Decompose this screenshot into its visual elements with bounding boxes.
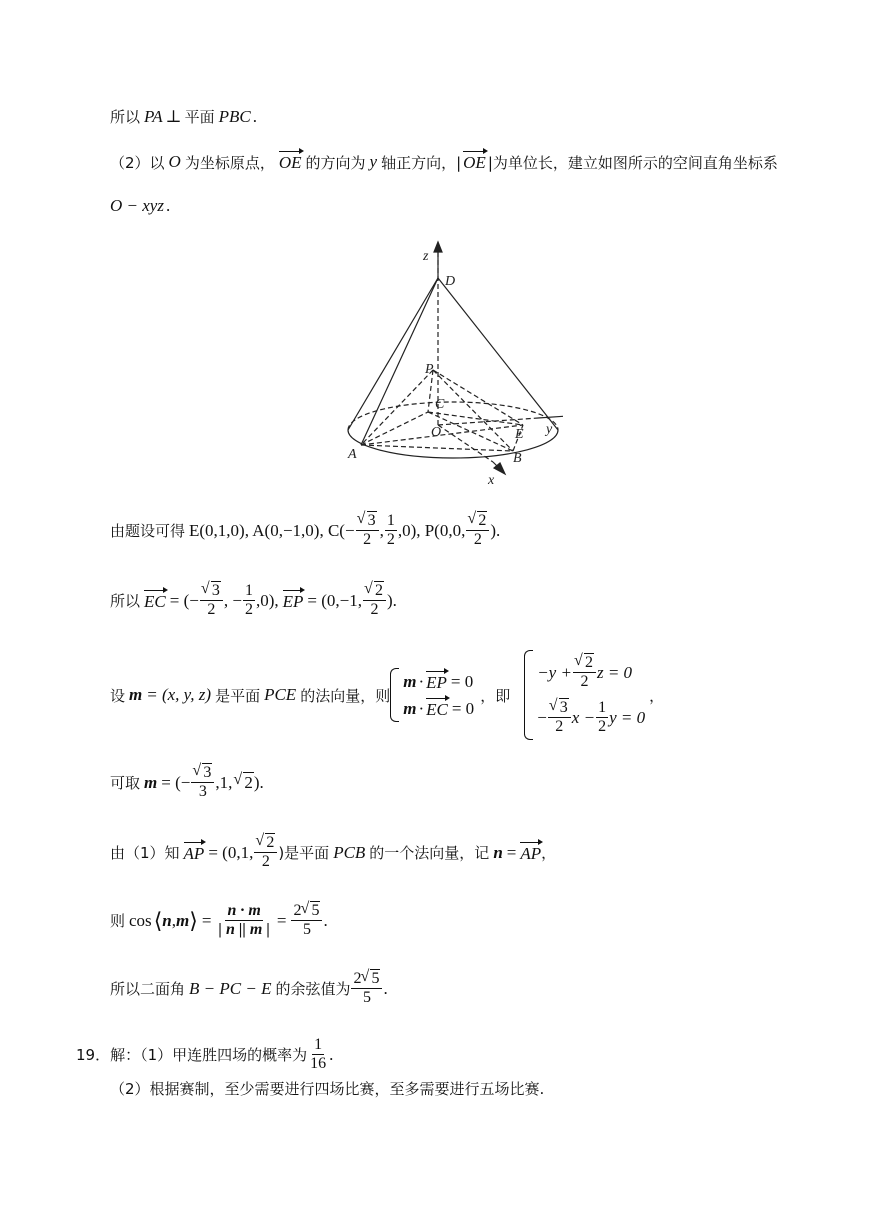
y-axis — [538, 416, 563, 418]
edge-pa — [361, 370, 433, 445]
frac-sqrt3-2: √ $\frac{3}{2}$ — [356, 512, 379, 549]
line-6: 设 m = (x, y, z) 是平面 PCE 的法向量，则 m · EP = 0 m · EC = 0 ，即 −y + √ $\frac{2}{2}$ z = 0 − √ $\frac{3}{2}$ x − $\frac{1}{2}$ y = 0 ， — [110, 650, 664, 740]
frac-1-2: $\frac{1}{2}$ — [386, 512, 395, 548]
label-p: P — [425, 362, 434, 377]
label-e: E — [515, 427, 524, 442]
line-5: 所以 EC = (− √ $\frac{3}{2}$ , − $\frac{1}{2}$ ,0), EP = (0,−1, √ $\frac{2}{2}$ ). — [110, 582, 397, 619]
line-11: 19．解：（1）甲连胜四场的概率为 $\frac{1}{16}$ . — [76, 1036, 334, 1072]
cone-side-right — [438, 278, 558, 430]
edge-pb — [433, 370, 513, 451]
label-o: O — [431, 425, 442, 440]
system-1: m · EP = 0 m · EC = 0 — [390, 668, 474, 722]
label-a: A — [348, 447, 357, 462]
z-arrow-icon — [434, 242, 442, 252]
line-1: 所以 PA ⊥ 平面 PBC . — [110, 106, 257, 126]
line-3: O − xyz . — [110, 196, 171, 215]
label-b: B — [513, 451, 522, 466]
system-2: −y + √ $\frac{2}{2}$ z = 0 − √ $\frac{3}{2}$ x − $\frac{1}{2}$ y = 0 — [524, 650, 645, 740]
cone-side-left — [348, 278, 438, 430]
line-8: 由（1）知 AP = (0,1, √ $\frac{2}{2}$ )是平面 PCB 的一个法向量，记 n = AP ， — [110, 834, 556, 871]
label-x: x — [488, 473, 495, 488]
label-y: y — [546, 422, 553, 437]
edge-ac — [361, 412, 428, 445]
line-9: 则 cos ⟨ n , m ⟩ = $\frac{n \cdot m}{| n || m |}$ = $\frac{2√ 5}{5}$ . — [110, 902, 328, 939]
frac-sqrt2-2: √ $\frac{2}{2}$ — [466, 512, 489, 549]
edge-ab — [361, 445, 513, 451]
edge-pe — [433, 370, 523, 425]
x-axis-dashed — [438, 425, 493, 462]
line-10: 所以二面角 B − PC − E 的余弦值为 $\frac{2√ 5}{5}$ . — [110, 970, 388, 1007]
label-z: z — [423, 249, 429, 264]
line-4: 由题设可得 E(0,1,0), A(0,−1,0), C(− √ $\frac{3}{2}$ , $\frac{1}{2}$ ,0), P(0,0, √ $\frac{2}{2}$ ). — [110, 512, 500, 549]
label-d: D — [445, 274, 456, 289]
line-7: 可取 m = (− √ $\frac{3}{3}$ ,1, √ 2 ). — [110, 764, 264, 801]
edge-ce — [428, 412, 523, 425]
label-c: C — [435, 397, 445, 412]
line-2: （2）以 O 为坐标原点， OE 的方向为 y 轴正方向，| OE |为单位长，建立如图所示的空间直角坐标系 — [110, 152, 778, 172]
cone-figure — [343, 240, 563, 490]
line-12: （2）根据赛制，至少需要进行四场比赛，至多需要进行五场比赛. — [110, 1080, 545, 1098]
